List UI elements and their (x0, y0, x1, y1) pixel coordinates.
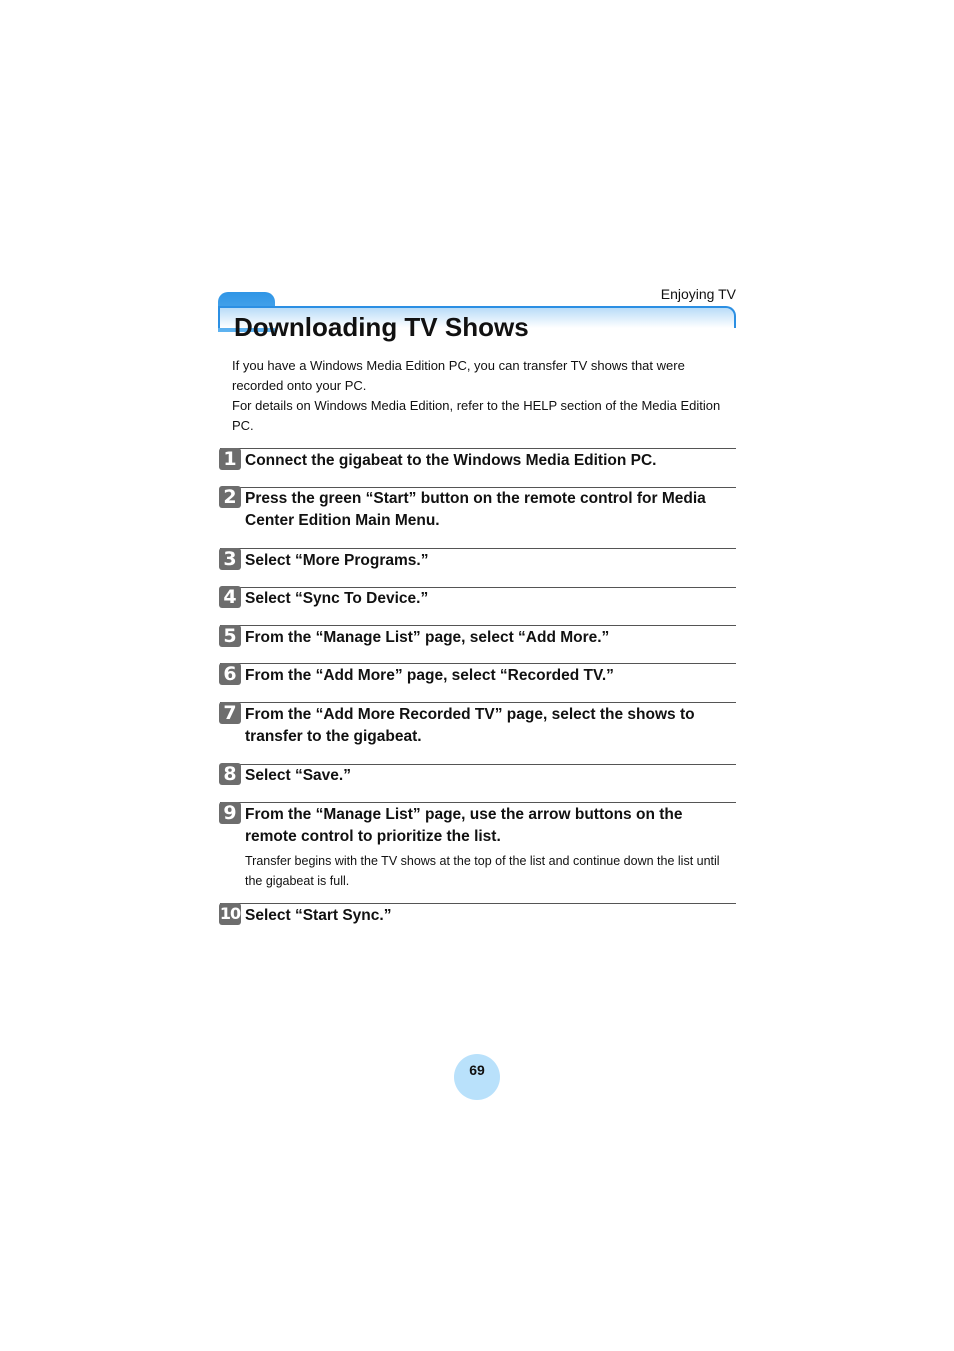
step-number-badge: 1 (219, 448, 241, 470)
intro-paragraph: For details on Windows Media Edition, refer to the HELP section of the Media Edition PC. (232, 398, 721, 433)
step-text: Select “Save.” (245, 767, 351, 784)
step-text: Press the green “Start” button on the remote control for Media Center Edition Main Menu. (245, 490, 706, 529)
step-number-badge: 8 (219, 763, 241, 785)
step-text: Select “Start Sync.” (245, 907, 392, 924)
step-text: From the “Manage List” page, use the arrow buttons on the remote control to prioritize the list. (245, 806, 683, 845)
step-note: Transfer begins with the TV shows at the top of the list and continue down the list until the gigabeat is full. (245, 854, 720, 888)
step-divider (220, 702, 736, 703)
step-number-badge: 4 (219, 586, 241, 608)
page-number: 69 (469, 1062, 485, 1078)
step-text: Select “Sync To Device.” (245, 590, 429, 607)
intro-paragraph: If you have a Windows Media Edition PC, you can transfer TV shows that were recorded onto your PC. (232, 358, 685, 393)
step-number-badge: 2 (219, 486, 241, 508)
step-number-badge: 3 (219, 548, 241, 570)
step-number-badge: 10 (219, 904, 241, 923)
step-text: Connect the gigabeat to the Windows Media Edition PC. (245, 452, 657, 469)
step-number-badge: 7 (219, 702, 241, 724)
step-divider (220, 802, 736, 803)
intro (232, 356, 732, 436)
step-text: Select “More Programs.” (245, 552, 429, 569)
step-number-badge: 5 (219, 625, 241, 647)
step-divider (220, 548, 736, 549)
step-number-badge: 9 (219, 802, 241, 824)
step-number-badge: 6 (219, 663, 241, 685)
page-title: Downloading TV Shows (234, 312, 529, 342)
step-divider (220, 903, 736, 904)
step-text: From the “Add More” page, select “Recorded TV.” (245, 667, 614, 684)
step-text: From the “Add More Recorded TV” page, select the shows to transfer to the gigabeat. (245, 706, 695, 745)
step-divider (220, 448, 736, 449)
section-label: Enjoying TV (660, 286, 736, 302)
title-bar-left-edge (218, 306, 220, 328)
step-divider (220, 663, 736, 664)
step-text: From the “Manage List” page, select “Add More.” (245, 629, 610, 646)
step-divider (220, 625, 736, 626)
